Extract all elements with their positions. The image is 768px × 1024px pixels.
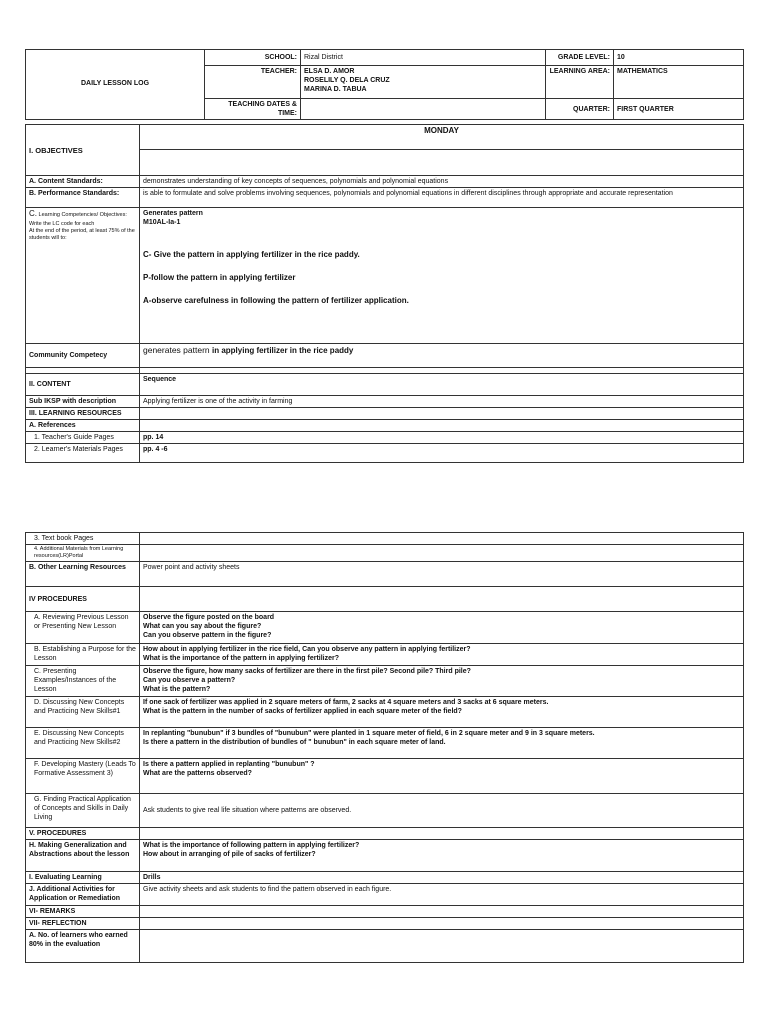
area-value: MATHEMATICS (614, 66, 744, 99)
learners-materials-value: pp. 4 -6 (140, 444, 744, 463)
proc-c-value (140, 666, 744, 697)
content-label: II. CONTENT (26, 374, 140, 396)
day-label: MONDAY (140, 125, 744, 150)
proc-f-line: What are the patterns observed? (143, 770, 252, 777)
proc-j-label: J. Additional Activities for Application or Remediation (26, 884, 140, 906)
content-value: Sequence (140, 374, 744, 396)
teacher-label: TEACHER: (205, 66, 301, 99)
competencies-value (140, 208, 744, 344)
proc-f-value (140, 759, 744, 794)
teacher-name: ROSELILY Q. DELA CRUZ (304, 77, 390, 84)
competencies-note: At the end of the period, at least 75% of the students will to: (29, 228, 135, 241)
subiksp-label: Sub IKSP with description (26, 396, 140, 408)
proc-e-value (140, 728, 744, 759)
objectives-table (25, 124, 744, 463)
proc-g-label: G. Finding Practical Application of Concepts and Skills in Daily Living (26, 794, 140, 828)
textbook-label: 3. Text book Pages (26, 533, 140, 545)
teachers-guide-value: pp. 14 (140, 432, 744, 444)
quarter-value: FIRST QUARTER (614, 99, 744, 120)
learners-materials-label: 2. Learner's Materials Pages (26, 444, 140, 463)
content-standards-label: A. Content Standards: (26, 176, 140, 188)
subiksp-value: Applying fertilizer is one of the activity in farming (140, 396, 744, 408)
dates-value (301, 99, 546, 120)
objective-a: A-observe carefulness in following the pattern of fertilizer application. (143, 296, 409, 305)
proc-a-label: A. Reviewing Previous Lesson or Presenting New Lesson (26, 612, 140, 644)
competency-title: Generates pattern (143, 210, 203, 217)
area-label: LEARNING AREA: (546, 66, 614, 99)
grade-label: GRADE LEVEL: (546, 50, 614, 66)
proc-h-value (140, 840, 744, 872)
proc-e-line: Is there a pattern in the distribution of bundles of " bunubun" in each square meter of land. (143, 739, 446, 746)
procedures-table (25, 532, 744, 963)
teachers-guide-label: 1. Teacher's Guide Pages (26, 432, 140, 444)
proc-a-line: Observe the figure posted on the board (143, 614, 275, 621)
proc-i-label: I. Evaluating Learning (26, 872, 140, 884)
references-label: A. References (26, 420, 140, 432)
proc-f-label: F. Developing Mastery (Leads To Formative Assessment 3) (26, 759, 140, 794)
proc-h-line: How about in arranging of pile of sacks of fertilizer? (143, 851, 316, 858)
proc-e-label: E. Discussing New Concepts and Practicing New Skills#2 (26, 728, 140, 759)
school-value: Rizal District (301, 50, 546, 66)
competency-code: M10AL-Ia-1 (143, 219, 181, 226)
teacher-names (301, 66, 546, 99)
content-standards-value: demonstrates understanding of key concepts of sequences, polynomials and polynomial equations (140, 176, 744, 188)
proc-b-line: How about in applying fertilizer in the rice field, Can you observe any pattern in applying fertilizer? (143, 646, 471, 653)
proc-d-line: What is the pattern in the number of sacks of fertilizer applied in each square meter of the field? (143, 708, 462, 715)
proc-a-line: What can you say about the figure? (143, 623, 262, 630)
v-procedures-label: V. PROCEDURES (26, 828, 140, 840)
proc-e-line: In replanting "bunubun" if 3 bundles of "bunubun" were planted in 1 square meter of field, 6 in 2 square meter and 9 in 3 square meters. (143, 730, 595, 737)
proc-b-line: What is the importance of the pattern in applying fertilizer? (143, 655, 340, 662)
teacher-name: MARINA D. TABUA (304, 86, 367, 93)
other-resources-label: B. Other Learning Resources (26, 562, 140, 587)
competencies-label: Learning Competencies/ Objectives: Write the LC code for each (29, 212, 127, 227)
proc-c-label: C. Presenting Examples/Instances of the Lesson (26, 666, 140, 697)
objective-p: P-follow the pattern in applying fertilizer (143, 273, 296, 282)
performance-standards-value: is able to formulate and solve problems involving sequences, polynomials and polynomial equations in different disciplines through appropriate and accurate representation (140, 188, 744, 208)
dates-label: TEACHING DATES & TIME: (205, 99, 301, 120)
proc-b-label: B. Establishing a Purpose for the Lesson (26, 644, 140, 666)
competencies-letter: C. (29, 209, 37, 218)
additional-materials-label: 4. Additional Materials from Learning resources(LR)Portal (26, 545, 140, 562)
proc-d-line: If one sack of fertilizer was applied in 2 square meters of farm, 2 sacks at 4 square meters and 3 sacks at 6 square meters. (143, 699, 549, 706)
remarks-label: VI- REMARKS (26, 906, 140, 918)
community-label: Community Competecy (26, 344, 140, 368)
quarter-label: QUARTER: (546, 99, 614, 120)
reflection-label: VII- REFLECTION (26, 918, 140, 930)
grade-value: 10 (614, 50, 744, 66)
resources-label: III. LEARNING RESOURCES (26, 408, 140, 420)
proc-c-line: What is the pattern? (143, 686, 211, 693)
proc-d-label: D. Discussing New Concepts and Practicing New Skills#1 (26, 697, 140, 728)
proc-h-label: H. Making Generalization and Abstractions about the lesson (26, 840, 140, 872)
proc-d-value (140, 697, 744, 728)
reflection-a-label: A. No. of learners who earned 80% in the evaluation (26, 930, 140, 963)
proc-a-line: Can you observe pattern in the figure? (143, 632, 272, 639)
community-value (140, 344, 744, 368)
school-label: SCHOOL: (205, 50, 301, 66)
objectives-label: I. OBJECTIVES (26, 125, 140, 176)
proc-g-value: Ask students to give real life situation where patterns are observed. (140, 794, 744, 828)
other-resources-value: Power point and activity sheets (140, 562, 744, 587)
proc-c-line: Can you observe a pattern? (143, 677, 236, 684)
header-table (25, 49, 744, 120)
procedures-label: IV PROCEDURES (26, 587, 140, 612)
community-bold: in applying fertilizer in the rice paddy (212, 346, 354, 355)
performance-standards-label: B. Performance Standards: (26, 188, 140, 208)
proc-h-line: What is the importance of following pattern in applying fertilizer? (143, 842, 360, 849)
competencies-label-cell (26, 208, 140, 344)
objective-c: C- Give the pattern in applying fertilizer in the rice paddy. (143, 250, 360, 259)
proc-c-line: Observe the figure, how many sacks of fertilizer are there in the first pile? Second pile? Third pile? (143, 668, 471, 675)
proc-i-value: Drills (140, 872, 744, 884)
proc-a-value (140, 612, 744, 644)
proc-f-line: Is there a pattern applied in replanting "bunubun" ? (143, 761, 315, 768)
day-blank-cell (140, 150, 744, 176)
proc-b-value (140, 644, 744, 666)
document-title: DAILY LESSON LOG (26, 50, 205, 120)
community-plain: generates pattern (143, 345, 212, 355)
proc-j-value: Give activity sheets and ask students to find the pattern observed in each figure. (140, 884, 744, 906)
teacher-name: ELSA D. AMOR (304, 68, 355, 75)
